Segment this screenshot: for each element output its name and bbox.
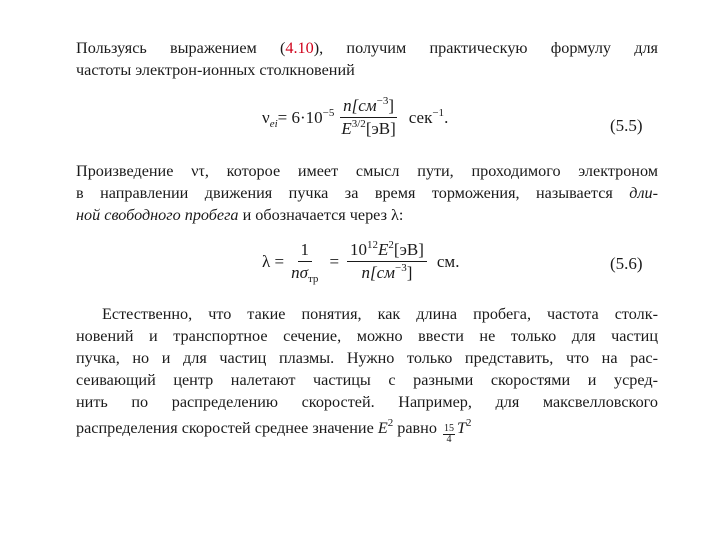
equation-5-6: [262, 240, 459, 283]
equation-5-5: [262, 96, 448, 139]
eq-fraction-2: [347, 240, 427, 283]
text-line: ной свободного пробега и обозначается через λ:: [76, 206, 404, 224]
text-line: Естественно, что такие понятия, как длина пробега, частота столк-: [102, 305, 658, 323]
eq-lhs: $\nu_{ei}$: [262, 107, 278, 130]
equation-number: (5.5): [610, 116, 643, 135]
text-line: распределения скоростей среднее значение $E^2$ равно $\frac{15}{4}$ $T^2$: [76, 417, 472, 445]
equation-reference-link[interactable]: 4.10: [285, 39, 314, 57]
inline-fraction: $\frac{15}{4}$: [443, 423, 454, 445]
text-line: нить по распределению скоростей. Например, для максвелловского: [76, 393, 658, 411]
fraction-denominator: $E^{3/2}[эВ]$: [341, 118, 396, 138]
fraction-denominator: $n[см^{-3}]$: [361, 262, 413, 282]
text-line: Произведение ντ, которое имеет смысл пути, проходимого электроном: [76, 162, 658, 180]
eq-coefficient: = $6\cdot 10^{-5}$: [277, 106, 335, 127]
fraction-numerator: $n[см^{-3}]$: [340, 96, 397, 118]
text-line: пучка, но и для частиц плазмы. Нужно только представить, что на рас-: [76, 349, 658, 367]
fraction-denominator: $n\sigma_{тр}$: [291, 263, 319, 285]
paragraph-intro: [76, 37, 658, 81]
eq-fraction: [338, 96, 398, 139]
eq-fraction-1: [288, 240, 321, 283]
text-line: в направлении движения пучка за время торможения, называется дли-: [76, 184, 658, 202]
equation-number: (5.6): [610, 254, 643, 273]
text-line: новений и транспортное сечение, можно ввести не только для частиц: [76, 327, 658, 345]
fraction-numerator: 1: [298, 240, 313, 262]
paragraph-plasma: [76, 303, 658, 445]
paragraph-mean-free-path: [76, 160, 658, 226]
fraction-numerator: $10^{12}E^2[эВ]$: [347, 240, 427, 262]
eq-unit: см.: [436, 251, 460, 271]
eq-unit: сек$^{-1}$.: [408, 106, 449, 127]
text-line: частоты электрон-ионных столкновений: [76, 61, 355, 79]
text-line: Пользуясь выражением (4.10), получим практическую формулу для: [76, 39, 658, 57]
eq-lhs: λ =: [262, 251, 285, 271]
eq-equals: =: [329, 251, 340, 271]
text-line: сеивающий центр налетают частицы с разными скоростями и усред-: [76, 371, 658, 389]
